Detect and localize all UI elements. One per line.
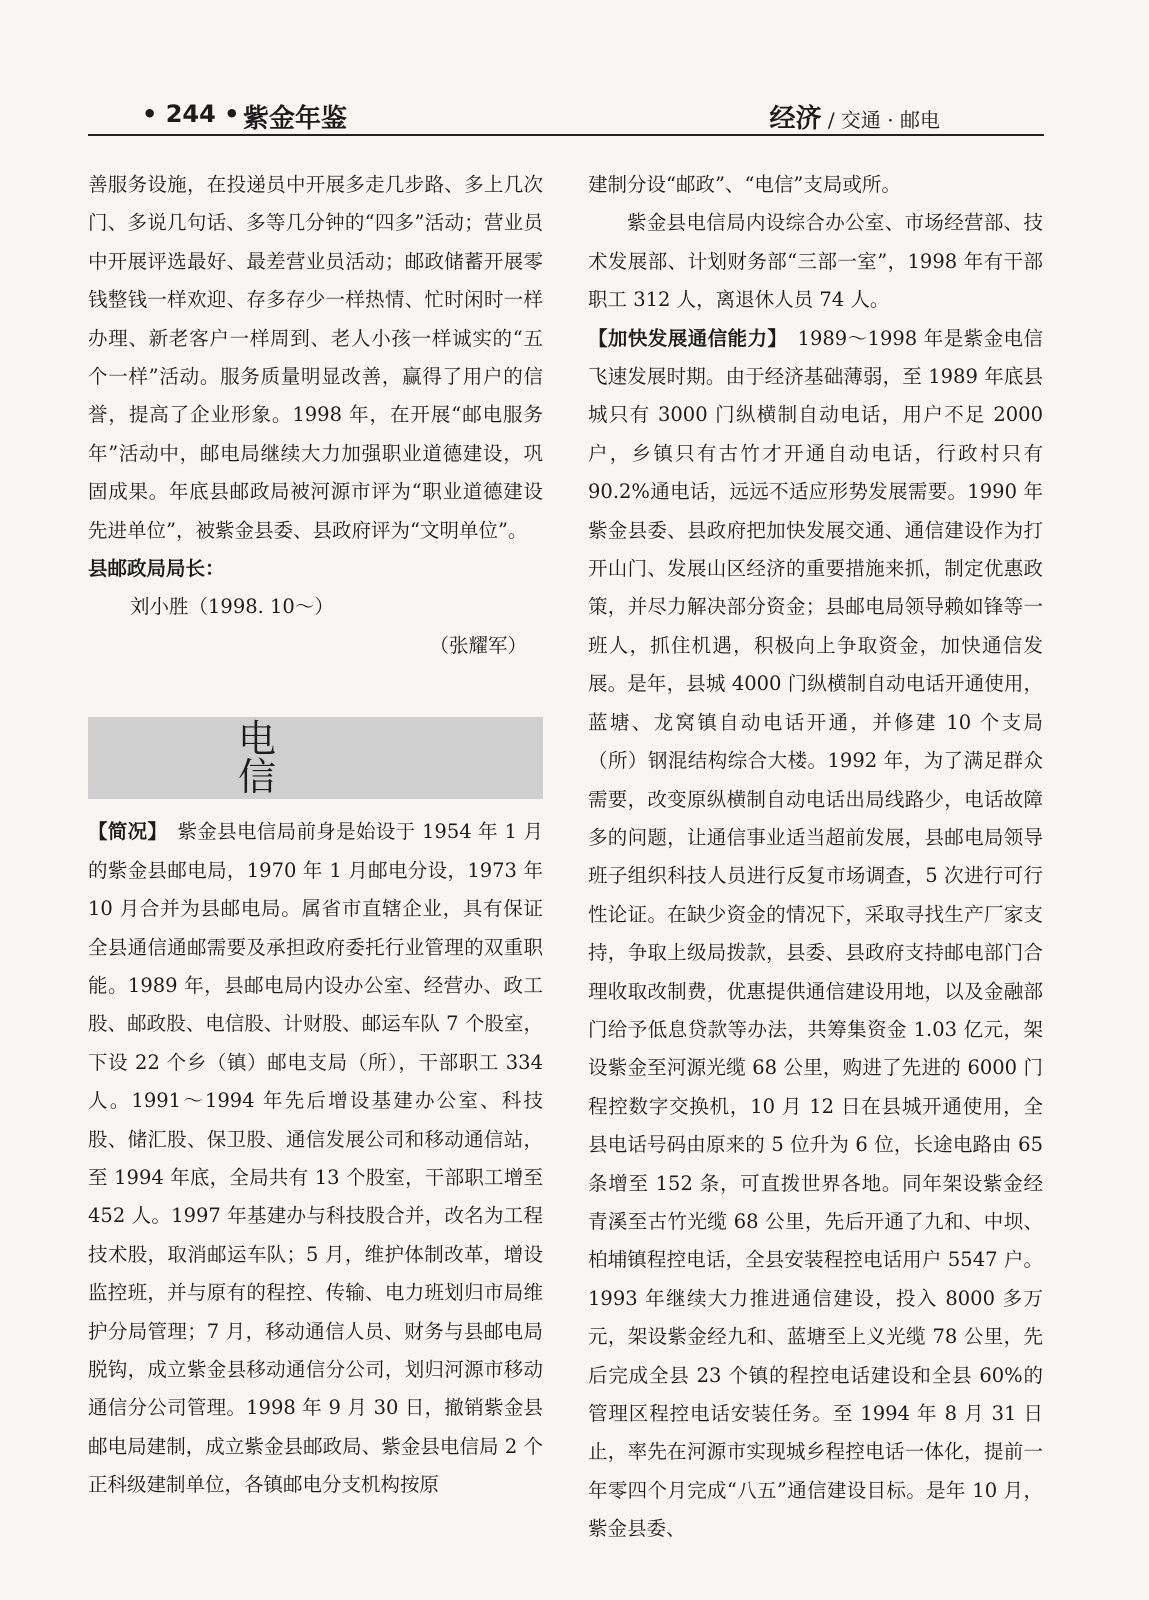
director-label: 县邮政局局长： xyxy=(88,557,225,581)
right-column xyxy=(588,166,1043,1549)
section-banner xyxy=(88,717,543,799)
section-sub: / 交通 · 邮电 xyxy=(827,108,940,132)
paragraph-label: 【加快发展通信能力】 xyxy=(588,326,778,350)
section-main: 经济 xyxy=(769,104,822,134)
book-title: 紫金年鉴 xyxy=(243,104,348,134)
paragraph xyxy=(88,813,543,1504)
header-rule xyxy=(88,134,1044,136)
director-name: 刘小胜（1998. 10～） xyxy=(130,595,334,619)
section-heading xyxy=(769,98,940,135)
section-title: 电信 xyxy=(238,716,427,800)
paragraph-text: 1989～1998 年是紫金电信飞速发展时期。由于经济基础薄弱，至 1989 年底县城只有 3000 门纵横制自动电话，用户不足 2000 户，乡镇只有古竹才开通自动电话，行政村只有 90.2%通电话，远远不适应形势发展需要。1990 年紫金县委、县政府把加快发展交通、通信建设作为打开山门、发展山区经济的重要措施来抓，制定优惠政策，并尽力解决部分资金；县邮电局领导赖如锋等一班人，抓住机遇，积极向上争取资金，加快通信发展。是年，县城 4000 门纵横制自动电话开通使用，蓝塘、龙窝镇自动电话开通，并修建 10 个支局（所）钢混结构综合大楼。1992 年，为了满足群众需要，改变原纵横制自动电话出局线路少，电话故障多的问题，让通信事业适当超前发展，县邮电局领导班子组织科技人员进行反复市场调查，5 次进行可行性论证。在缺少资金的情况下，采取寻找生产厂家支持，争取上级局拨款，县委、县政府支持邮电部门合理收取改制费，优惠提供通信建设用地，以及金融部门给予低息贷款等办法，共筹集资金 1.03 亿元，架设紫金至河源光缆 68 公里，购进了先进的 6000 门程控数字交换机，10 月 12 日在县城开通使用，全县电话号码由原来的 5 位升为 6 位，长途电路由 65 条增至 152 条，可直拨世界各地。同年架设紫金经青溪至古竹光缆 68 公里，先后开通了九和、中坝、柏埔镇程控电话，全县安装程控电话用户 5547 户。1993 年继续大力推进通信建设，投入 8000 多万元，架设紫金经九和、蓝塘至上义光缆 78 公里，先后完成全县 23 个镇的程控电话建设和全县 60%的管理区程控电话安装任务。至 1994 年 8 月 31 日止，率先在河源市实现城乡程控电话一体化，提前一年零四个月完成“八五”通信建设目标。是年 10 月，紫金县委、 xyxy=(588,326,1043,1541)
paragraph-label: 【简况】 xyxy=(88,820,158,844)
paragraph-text: 紫金县电信局前身是始设于 1954 年 1 月的紫金县邮电局，1970 年 1 月邮电分设，1973 年 10 月合并为县邮电局。属省市直辖企业，具有保证全县通信通邮需要及承担政府委托行业管理的双重职能。1989 年，县邮电局内设办公室、经营办、政工股、邮政股、电信股、计财股、邮运车队 7 个股室，下设 22 个乡（镇）邮电支局（所），干部职工 334 人。1991～1994 年先后增设基建办公室、科技股、储汇股、保卫股、通信发展公司和移动通信站，至 1994 年底，全局共有 13 个股室，干部职工增至 452 人。1997 年基建办与科技股合并，改名为工程技术股，取消邮运车队；5 月，维护体制改革，增设监控班，并与原有的程控、传输、电力班划归市局维护分局管理；7 月，移动通信人员、财务与县邮电局脱钩，成立紫金县移动通信分公司，划归河源市移动通信分公司管理。1998 年 9 月 30 日，撤销紫金县邮电局建制，成立紫金县邮政局、紫金县电信局 2 个正科级建制单位，各镇邮电分支机构按原 xyxy=(88,820,543,1497)
paragraph: 善服务设施，在投递员中开展多走几步路、多上几次门、多说几句话、多等几分钟的“四多”活动；营业员中开展评选最好、最差营业员活动；邮政储蓄开展零钱整钱一样欢迎、存多存少一样热情、忙时闲时一样办理、新老客户一样周到、老人小孩一样诚实的“五个一样”活动。服务质量明显改善，赢得了用户的信誉，提高了企业形象。1998 年，在开展“邮电服务年”活动中，邮电局继续大力加强职业道德建设，巩固成果。年底县邮政局被河源市评为“职业道德建设先进单位”，被紫金县委、县政府评为“文明单位”。 xyxy=(88,173,543,542)
page-header xyxy=(88,100,1044,134)
paragraph: 建制分设“邮政”、“电信”支局或所。 xyxy=(588,173,901,196)
paragraph xyxy=(588,320,1043,1549)
page-number: • 244 • xyxy=(142,100,240,128)
author-credit: （张耀军） xyxy=(429,633,527,657)
paragraph: 紫金县电信局内设综合办公室、市场经营部、技术发展部、计划财务部“三部一室”，1998 年有干部职工 312 人，离退休人员 74 人。 xyxy=(588,211,1043,312)
left-column xyxy=(88,166,543,1505)
